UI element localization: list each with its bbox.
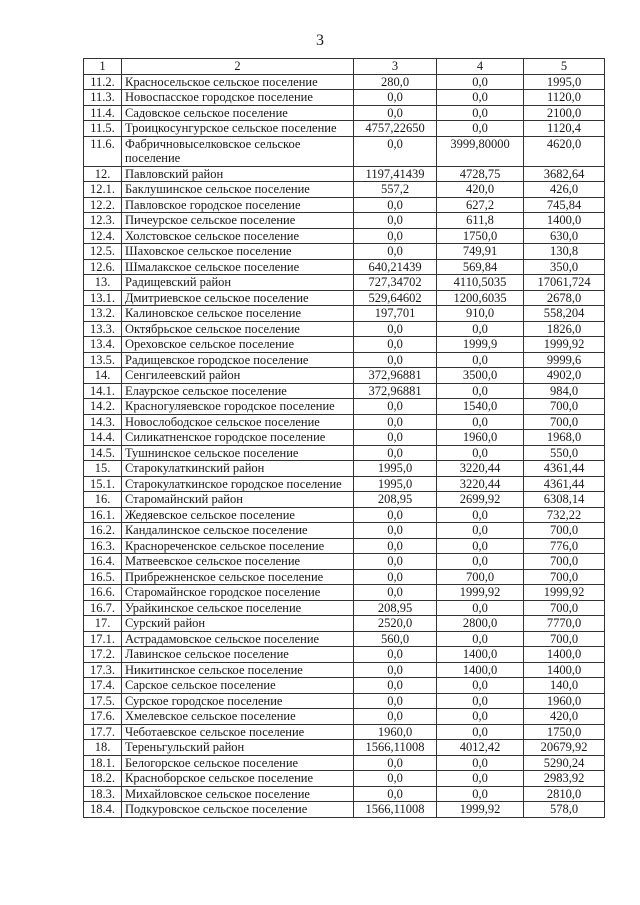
settlement-name-cell: Старокулаткинский район xyxy=(122,461,354,477)
value-col5-cell: 2678,0 xyxy=(524,290,605,306)
table-row xyxy=(84,290,605,306)
row-number-cell: 12.5. xyxy=(84,244,122,260)
value-col3-cell: 0,0 xyxy=(354,678,437,694)
row-number-cell: 18.1. xyxy=(84,755,122,771)
value-col5-cell: 426,0 xyxy=(524,182,605,198)
value-col3-cell: 1995,0 xyxy=(354,461,437,477)
table-row xyxy=(84,352,605,368)
row-number-cell: 14.3. xyxy=(84,414,122,430)
value-col4-cell: 0,0 xyxy=(437,709,524,725)
table-row xyxy=(84,523,605,539)
row-number-cell: 13.5. xyxy=(84,352,122,368)
table-row xyxy=(84,368,605,384)
value-col3-cell: 0,0 xyxy=(354,414,437,430)
value-col3-cell: 0,0 xyxy=(354,197,437,213)
row-number-cell: 16. xyxy=(84,492,122,508)
value-col4-cell: 0,0 xyxy=(437,414,524,430)
settlement-name-cell: Фабричновыселковское сельское поселение xyxy=(122,136,354,166)
value-col5-cell: 578,0 xyxy=(524,802,605,818)
value-col5-cell: 420,0 xyxy=(524,709,605,725)
table-row xyxy=(84,631,605,647)
value-col5-cell: 1400,0 xyxy=(524,662,605,678)
row-number-cell: 14.2. xyxy=(84,399,122,415)
value-col3-cell: 0,0 xyxy=(354,755,437,771)
value-col5-cell: 1826,0 xyxy=(524,321,605,337)
settlement-name-cell: Сурский район xyxy=(122,616,354,632)
settlement-name-cell: Троицкосунгурское сельское поселение xyxy=(122,121,354,137)
settlement-name-cell: Краснореченское сельское поселение xyxy=(122,538,354,554)
value-col4-cell: 1400,0 xyxy=(437,662,524,678)
table-row xyxy=(84,182,605,198)
value-col3-cell: 0,0 xyxy=(354,213,437,229)
value-col4-cell: 4012,42 xyxy=(437,740,524,756)
value-col3-cell: 0,0 xyxy=(354,337,437,353)
settlement-name-cell: Силикатненское городское поселение xyxy=(122,430,354,446)
header-cell: 5 xyxy=(524,59,605,75)
value-col3-cell: 0,0 xyxy=(354,786,437,802)
value-col3-cell: 197,701 xyxy=(354,306,437,322)
value-col3-cell: 0,0 xyxy=(354,693,437,709)
row-number-cell: 18.3. xyxy=(84,786,122,802)
value-col4-cell: 0,0 xyxy=(437,724,524,740)
table-row xyxy=(84,786,605,802)
settlement-name-cell: Сарское сельское поселение xyxy=(122,678,354,694)
value-col5-cell: 1120,0 xyxy=(524,90,605,106)
row-number-cell: 14.5. xyxy=(84,445,122,461)
value-col5-cell: 20679,92 xyxy=(524,740,605,756)
table-row xyxy=(84,476,605,492)
value-col4-cell: 700,0 xyxy=(437,569,524,585)
value-col5-cell: 700,0 xyxy=(524,631,605,647)
value-col4-cell: 0,0 xyxy=(437,523,524,539)
value-col4-cell: 0,0 xyxy=(437,445,524,461)
row-number-cell: 13.4. xyxy=(84,337,122,353)
table-row xyxy=(84,802,605,818)
table-row xyxy=(84,693,605,709)
table-row xyxy=(84,197,605,213)
table-row xyxy=(84,538,605,554)
value-col3-cell: 0,0 xyxy=(354,647,437,663)
settlement-name-cell: Сенгилеевский район xyxy=(122,368,354,384)
value-col3-cell: 0,0 xyxy=(354,430,437,446)
value-col3-cell: 0,0 xyxy=(354,321,437,337)
value-col5-cell: 1120,4 xyxy=(524,121,605,137)
settlement-name-cell: Жедяевское сельское поселение xyxy=(122,507,354,523)
value-col3-cell: 0,0 xyxy=(354,569,437,585)
value-col4-cell: 1540,0 xyxy=(437,399,524,415)
value-col3-cell: 4757,22650 xyxy=(354,121,437,137)
value-col5-cell: 700,0 xyxy=(524,569,605,585)
value-col5-cell: 1400,0 xyxy=(524,647,605,663)
row-number-cell: 18.2. xyxy=(84,771,122,787)
value-col3-cell: 0,0 xyxy=(354,523,437,539)
value-col4-cell: 1999,92 xyxy=(437,585,524,601)
value-col5-cell: 700,0 xyxy=(524,414,605,430)
value-col4-cell: 0,0 xyxy=(437,786,524,802)
row-number-cell: 14.1. xyxy=(84,383,122,399)
value-col5-cell: 1968,0 xyxy=(524,430,605,446)
value-col3-cell: 0,0 xyxy=(354,105,437,121)
row-number-cell: 17.4. xyxy=(84,678,122,694)
value-col3-cell: 280,0 xyxy=(354,74,437,90)
value-col5-cell: 2810,0 xyxy=(524,786,605,802)
table-body xyxy=(84,59,605,818)
value-col3-cell: 0,0 xyxy=(354,352,437,368)
value-col5-cell: 350,0 xyxy=(524,259,605,275)
row-number-cell: 16.5. xyxy=(84,569,122,585)
row-number-cell: 17. xyxy=(84,616,122,632)
table-row xyxy=(84,430,605,446)
table-row xyxy=(84,647,605,663)
settlement-name-cell: Красносельское сельское поселение xyxy=(122,74,354,90)
settlement-name-cell: Тереньгульский район xyxy=(122,740,354,756)
table-row xyxy=(84,306,605,322)
row-number-cell: 17.5. xyxy=(84,693,122,709)
value-col4-cell: 0,0 xyxy=(437,321,524,337)
page-number: 3 xyxy=(316,32,324,49)
table-row xyxy=(84,600,605,616)
row-number-cell: 17.1. xyxy=(84,631,122,647)
value-col3-cell: 0,0 xyxy=(354,136,437,166)
settlement-name-cell: Никитинское сельское поселение xyxy=(122,662,354,678)
table-row xyxy=(84,414,605,430)
value-col5-cell: 7770,0 xyxy=(524,616,605,632)
value-col5-cell: 4902,0 xyxy=(524,368,605,384)
value-col3-cell: 0,0 xyxy=(354,90,437,106)
table-row xyxy=(84,213,605,229)
value-col4-cell: 0,0 xyxy=(437,771,524,787)
value-col5-cell: 630,0 xyxy=(524,228,605,244)
settlement-name-cell: Елаурское сельское поселение xyxy=(122,383,354,399)
value-col3-cell: 0,0 xyxy=(354,445,437,461)
value-col4-cell: 627,2 xyxy=(437,197,524,213)
table-row xyxy=(84,228,605,244)
value-col4-cell: 910,0 xyxy=(437,306,524,322)
value-col4-cell: 749,91 xyxy=(437,244,524,260)
row-number-cell: 17.6. xyxy=(84,709,122,725)
settlement-name-cell: Старомайнский район xyxy=(122,492,354,508)
settlement-name-cell: Радищевское городское поселение xyxy=(122,352,354,368)
table-row xyxy=(84,74,605,90)
value-col3-cell: 1566,11008 xyxy=(354,740,437,756)
value-col5-cell: 140,0 xyxy=(524,678,605,694)
value-col4-cell: 3999,80000 xyxy=(437,136,524,166)
row-number-cell: 12.2. xyxy=(84,197,122,213)
row-number-cell: 13.2. xyxy=(84,306,122,322)
row-number-cell: 15.1. xyxy=(84,476,122,492)
value-col4-cell: 0,0 xyxy=(437,631,524,647)
value-col5-cell: 4361,44 xyxy=(524,461,605,477)
table-row xyxy=(84,662,605,678)
table-row xyxy=(84,259,605,275)
value-col3-cell: 372,96881 xyxy=(354,383,437,399)
row-number-cell: 15. xyxy=(84,461,122,477)
row-number-cell: 12. xyxy=(84,166,122,182)
table-row xyxy=(84,244,605,260)
row-number-cell: 17.7. xyxy=(84,724,122,740)
value-col4-cell: 3500,0 xyxy=(437,368,524,384)
value-col4-cell: 2800,0 xyxy=(437,616,524,632)
row-number-cell: 13. xyxy=(84,275,122,291)
value-col3-cell: 0,0 xyxy=(354,585,437,601)
value-col3-cell: 1995,0 xyxy=(354,476,437,492)
value-col5-cell: 1995,0 xyxy=(524,74,605,90)
value-col4-cell: 4728,75 xyxy=(437,166,524,182)
value-col4-cell: 611,8 xyxy=(437,213,524,229)
settlement-name-cell: Прибрежненское сельское поселение xyxy=(122,569,354,585)
settlement-name-cell: Новослободское сельское поселение xyxy=(122,414,354,430)
value-col3-cell: 0,0 xyxy=(354,709,437,725)
settlement-name-cell: Лавинское сельское поселение xyxy=(122,647,354,663)
table-row xyxy=(84,275,605,291)
value-col3-cell: 2520,0 xyxy=(354,616,437,632)
value-col5-cell: 700,0 xyxy=(524,523,605,539)
value-col5-cell: 550,0 xyxy=(524,445,605,461)
table-row xyxy=(84,678,605,694)
value-col5-cell: 732,22 xyxy=(524,507,605,523)
value-col4-cell: 0,0 xyxy=(437,90,524,106)
value-col5-cell: 776,0 xyxy=(524,538,605,554)
value-col5-cell: 5290,24 xyxy=(524,755,605,771)
row-number-cell: 11.4. xyxy=(84,105,122,121)
table-row xyxy=(84,554,605,570)
table-row xyxy=(84,105,605,121)
value-col3-cell: 1197,41439 xyxy=(354,166,437,182)
settlement-name-cell: Павловский район xyxy=(122,166,354,182)
row-number-cell: 12.6. xyxy=(84,259,122,275)
value-col3-cell: 529,64602 xyxy=(354,290,437,306)
header-cell: 3 xyxy=(354,59,437,75)
value-col5-cell: 6308,14 xyxy=(524,492,605,508)
settlement-name-cell: Шаховское сельское поселение xyxy=(122,244,354,260)
settlement-name-cell: Белогорское сельское поселение xyxy=(122,755,354,771)
value-col5-cell: 700,0 xyxy=(524,399,605,415)
value-col4-cell: 0,0 xyxy=(437,74,524,90)
value-col3-cell: 208,95 xyxy=(354,492,437,508)
settlement-name-cell: Дмитриевское сельское поселение xyxy=(122,290,354,306)
settlement-name-cell: Кандалинское сельское поселение xyxy=(122,523,354,539)
row-number-cell: 11.5. xyxy=(84,121,122,137)
value-col5-cell: 1750,0 xyxy=(524,724,605,740)
data-table xyxy=(83,58,605,818)
table-row xyxy=(84,399,605,415)
settlement-name-cell: Матвеевское сельское поселение xyxy=(122,554,354,570)
table-row xyxy=(84,740,605,756)
value-col3-cell: 0,0 xyxy=(354,538,437,554)
value-col4-cell: 1200,6035 xyxy=(437,290,524,306)
value-col4-cell: 0,0 xyxy=(437,554,524,570)
settlement-name-cell: Павловское городское поселение xyxy=(122,197,354,213)
value-col4-cell: 0,0 xyxy=(437,121,524,137)
settlement-name-cell: Старомайнское городское поселение xyxy=(122,585,354,601)
settlement-name-cell: Урайкинское сельское поселение xyxy=(122,600,354,616)
value-col4-cell: 4110,5035 xyxy=(437,275,524,291)
value-col4-cell: 0,0 xyxy=(437,352,524,368)
settlement-name-cell: Баклушинское сельское поселение xyxy=(122,182,354,198)
value-col3-cell: 0,0 xyxy=(354,228,437,244)
row-number-cell: 16.1. xyxy=(84,507,122,523)
value-col4-cell: 1999,9 xyxy=(437,337,524,353)
value-col4-cell: 0,0 xyxy=(437,105,524,121)
settlement-name-cell: Садовское сельское поселение xyxy=(122,105,354,121)
value-col3-cell: 372,96881 xyxy=(354,368,437,384)
value-col3-cell: 0,0 xyxy=(354,399,437,415)
row-number-cell: 18.4. xyxy=(84,802,122,818)
value-col3-cell: 0,0 xyxy=(354,244,437,260)
table-row xyxy=(84,445,605,461)
value-col5-cell: 1999,92 xyxy=(524,585,605,601)
value-col4-cell: 3220,44 xyxy=(437,476,524,492)
settlement-name-cell: Астрадамовское сельское поселение xyxy=(122,631,354,647)
header-row xyxy=(84,59,605,75)
row-number-cell: 14. xyxy=(84,368,122,384)
value-col5-cell: 17061,724 xyxy=(524,275,605,291)
value-col4-cell: 0,0 xyxy=(437,538,524,554)
settlement-name-cell: Радищевский район xyxy=(122,275,354,291)
value-col3-cell: 0,0 xyxy=(354,554,437,570)
value-col4-cell: 1750,0 xyxy=(437,228,524,244)
value-col4-cell: 3220,44 xyxy=(437,461,524,477)
settlement-name-cell: Пичеурское сельское поселение xyxy=(122,213,354,229)
row-number-cell: 14.4. xyxy=(84,430,122,446)
value-col5-cell: 1400,0 xyxy=(524,213,605,229)
value-col3-cell: 0,0 xyxy=(354,771,437,787)
value-col4-cell: 1999,92 xyxy=(437,802,524,818)
row-number-cell: 13.3. xyxy=(84,321,122,337)
value-col4-cell: 0,0 xyxy=(437,600,524,616)
table-row xyxy=(84,507,605,523)
value-col5-cell: 4361,44 xyxy=(524,476,605,492)
value-col5-cell: 1999,92 xyxy=(524,337,605,353)
value-col4-cell: 0,0 xyxy=(437,693,524,709)
row-number-cell: 12.3. xyxy=(84,213,122,229)
table-row xyxy=(84,166,605,182)
settlement-name-cell: Михайловское сельское поселение xyxy=(122,786,354,802)
table-row xyxy=(84,337,605,353)
table-row xyxy=(84,461,605,477)
value-col4-cell: 0,0 xyxy=(437,507,524,523)
value-col4-cell: 569,84 xyxy=(437,259,524,275)
value-col4-cell: 1960,0 xyxy=(437,430,524,446)
settlement-name-cell: Тушнинское сельское поселение xyxy=(122,445,354,461)
table-row xyxy=(84,136,605,166)
value-col5-cell: 130,8 xyxy=(524,244,605,260)
settlement-name-cell: Красногуляевское городское поселение xyxy=(122,399,354,415)
row-number-cell: 12.1. xyxy=(84,182,122,198)
table-row xyxy=(84,321,605,337)
table-row xyxy=(84,771,605,787)
table-row xyxy=(84,121,605,137)
settlement-name-cell: Сурское городское поселение xyxy=(122,693,354,709)
settlement-name-cell: Холстовское сельское поселение xyxy=(122,228,354,244)
value-col3-cell: 0,0 xyxy=(354,507,437,523)
value-col5-cell: 1960,0 xyxy=(524,693,605,709)
row-number-cell: 16.6. xyxy=(84,585,122,601)
value-col3-cell: 1960,0 xyxy=(354,724,437,740)
table-row xyxy=(84,569,605,585)
settlement-name-cell: Новоспасское городское поселение xyxy=(122,90,354,106)
row-number-cell: 16.2. xyxy=(84,523,122,539)
value-col3-cell: 208,95 xyxy=(354,600,437,616)
value-col4-cell: 1400,0 xyxy=(437,647,524,663)
table-row xyxy=(84,90,605,106)
table-row xyxy=(84,724,605,740)
table-row xyxy=(84,755,605,771)
value-col4-cell: 0,0 xyxy=(437,755,524,771)
value-col5-cell: 984,0 xyxy=(524,383,605,399)
value-col3-cell: 640,21439 xyxy=(354,259,437,275)
value-col3-cell: 557,2 xyxy=(354,182,437,198)
row-number-cell: 13.1. xyxy=(84,290,122,306)
settlement-name-cell: Красноборское сельское поселение xyxy=(122,771,354,787)
row-number-cell: 17.2. xyxy=(84,647,122,663)
row-number-cell: 16.4. xyxy=(84,554,122,570)
value-col4-cell: 420,0 xyxy=(437,182,524,198)
value-col5-cell: 3682,64 xyxy=(524,166,605,182)
header-cell: 4 xyxy=(437,59,524,75)
value-col5-cell: 4620,0 xyxy=(524,136,605,166)
table-row xyxy=(84,616,605,632)
value-col4-cell: 0,0 xyxy=(437,383,524,399)
settlement-name-cell: Чеботаевское сельское поселение xyxy=(122,724,354,740)
settlement-name-cell: Ореховское сельское поселение xyxy=(122,337,354,353)
table-row xyxy=(84,383,605,399)
row-number-cell: 18. xyxy=(84,740,122,756)
settlement-name-cell: Хмелевское сельское поселение xyxy=(122,709,354,725)
value-col5-cell: 9999,6 xyxy=(524,352,605,368)
value-col5-cell: 700,0 xyxy=(524,554,605,570)
row-number-cell: 11.3. xyxy=(84,90,122,106)
settlement-name-cell: Калиновское сельское поселение xyxy=(122,306,354,322)
settlement-name-cell: Шмалакское сельское поселение xyxy=(122,259,354,275)
row-number-cell: 16.3. xyxy=(84,538,122,554)
table-row xyxy=(84,492,605,508)
value-col3-cell: 727,34702 xyxy=(354,275,437,291)
value-col5-cell: 745,84 xyxy=(524,197,605,213)
settlement-name-cell: Октябрьское сельское поселение xyxy=(122,321,354,337)
row-number-cell: 17.3. xyxy=(84,662,122,678)
value-col5-cell: 558,204 xyxy=(524,306,605,322)
value-col4-cell: 2699,92 xyxy=(437,492,524,508)
value-col5-cell: 2983,92 xyxy=(524,771,605,787)
value-col5-cell: 2100,0 xyxy=(524,105,605,121)
settlement-name-cell: Подкуровское сельское поселение xyxy=(122,802,354,818)
row-number-cell: 12.4. xyxy=(84,228,122,244)
value-col5-cell: 700,0 xyxy=(524,600,605,616)
table-row xyxy=(84,585,605,601)
row-number-cell: 11.6. xyxy=(84,136,122,166)
header-cell: 1 xyxy=(84,59,122,75)
table-row xyxy=(84,709,605,725)
value-col4-cell: 0,0 xyxy=(437,678,524,694)
value-col3-cell: 1566,11008 xyxy=(354,802,437,818)
row-number-cell: 16.7. xyxy=(84,600,122,616)
value-col3-cell: 560,0 xyxy=(354,631,437,647)
settlement-name-cell: Старокулаткинское городское поселение xyxy=(122,476,354,492)
header-cell: 2 xyxy=(122,59,354,75)
value-col3-cell: 0,0 xyxy=(354,662,437,678)
row-number-cell: 11.2. xyxy=(84,74,122,90)
